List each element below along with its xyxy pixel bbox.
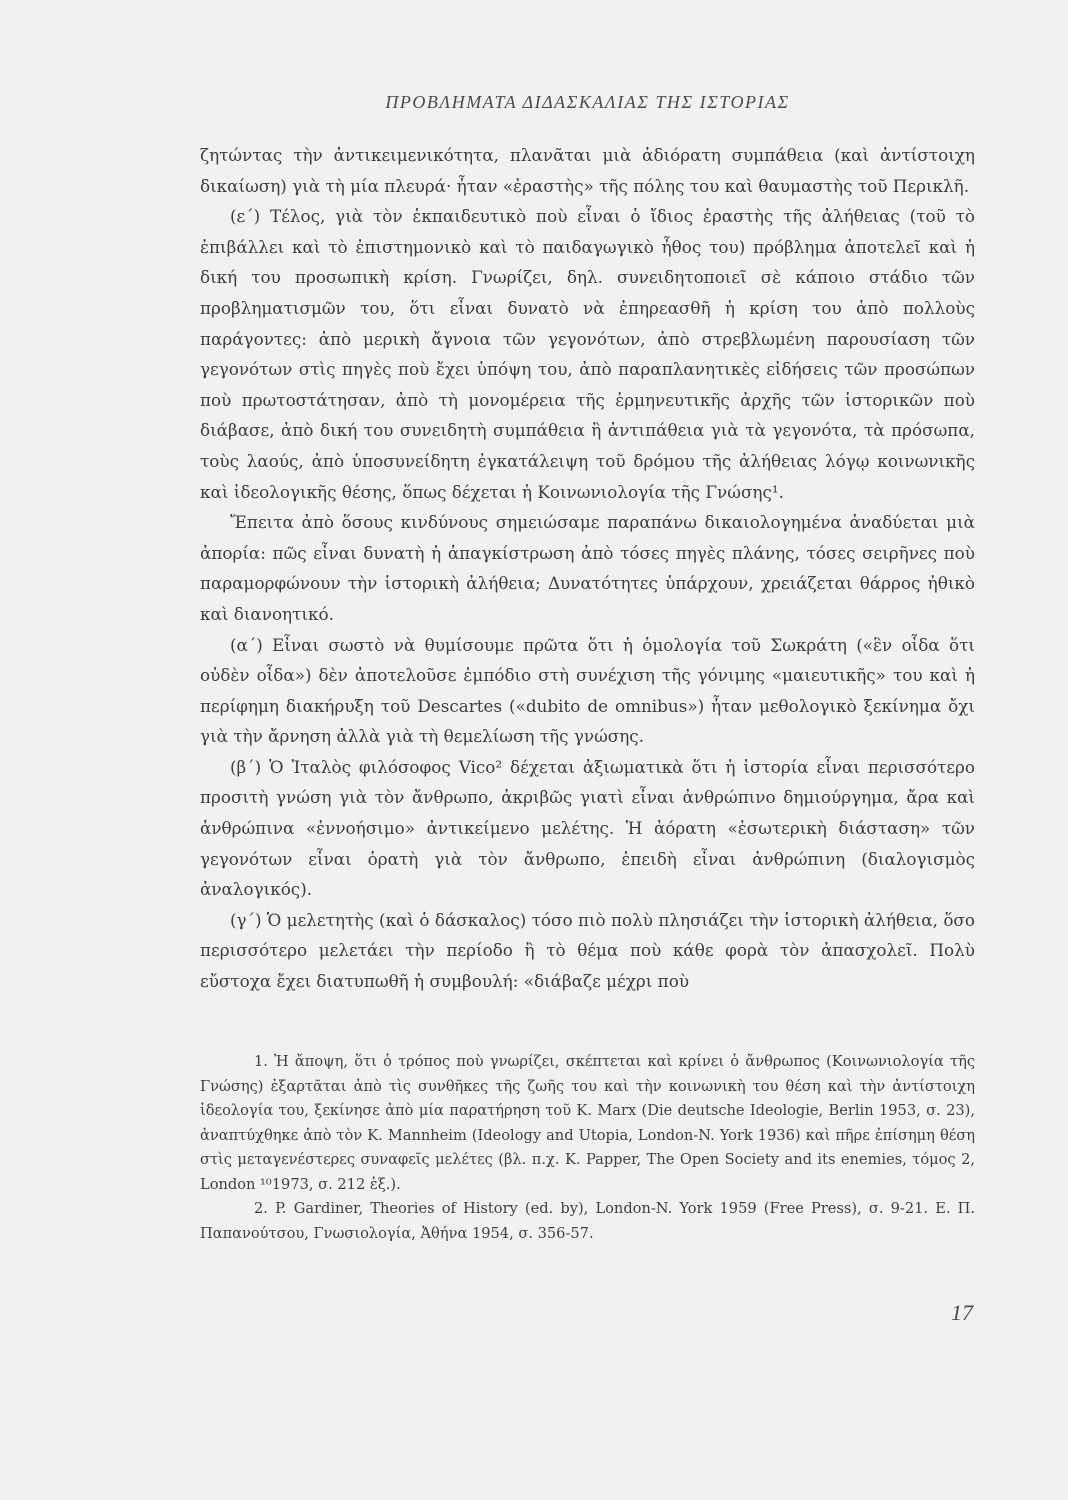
main-text [200, 140, 975, 997]
footnote-2: 2. P. Gardiner, Theories of History (ed. by), London-N. York 1959 (Free Press), σ. 9-21. Ε. Π. Παπανούτσου, Γνωσιολογία, Ἀθήνα 1954, σ. 356-57. [200, 1200, 975, 1242]
footnote-1: 1. Ἡ ἄποψη, ὅτι ὁ τρόπος ποὺ γνωρίζει, σκέπτεται καὶ κρίνει ὁ ἄνθρωπος (Κοινωνιολογία τῆς Γνώσης) ἐξαρτᾶται ἀπὸ τὶς συνθῆκες τῆς ζωῆς του καὶ τὴν κοινωνικὴ του θέση καὶ τὴν ἀντίστοιχη ἰδεολογία του, ξεκίνησε ἀπὸ μία παρατήρηση τοῦ K. Marx (Die deutsche Ideologie, Berlin 1953, σ. 23), ἀναπτύχθηκε ἀπὸ τὸν K. Mannheim (Ideology and Utopia, London-N. York 1936) καὶ πῆρε ἐπίσημη θέση στὶς μεταγενέστερες συναφεῖς μελέτες (βλ. π.χ. K. Papper, The Open Society and its enemies, τόμος 2, London ¹⁰1973, σ. 212 ἑξ.). [200, 1053, 975, 1193]
page-number: 17 [951, 1300, 973, 1325]
paragraph: (β΄) Ὁ Ἰταλὸς φιλόσοφος Vico² δέχεται ἀξιωματικὰ ὅτι ἡ ἱστορία εἶναι περισσότερο προσιτὴ γνώση γιὰ τὸν ἄνθρωπο, ἀκριβῶς γιατὶ εἶναι ἀνθρώπινο δημιούργημα, ἄρα καὶ ἀνθρώπινα «ἐννοήσιμο» ἀντικείμενο μελέτης. Ἡ ἀόρατη «ἐσωτερικὴ διάσταση» τῶν γεγονότων εἶναι ὁρατὴ γιὰ τὸν ἄνθρωπο, ἐπειδὴ εἶναι ἀνθρώπινη (διαλογισμὸς ἀναλογικός). [200, 756, 975, 900]
paragraph: Ἔπειτα ἀπὸ ὅσους κινδύνους σημειώσαμε παραπάνω δικαιολογημένα ἀναδύεται μιὰ ἀπορία: πῶς εἶναι δυνατὴ ἡ ἀπαγκίστρωση ἀπὸ τόσες πηγὲς πλάνης, τόσες σειρῆνες ποὺ παραμορφώνουν τὴν ἱστορικὴ ἀλήθεια; Δυνατότητες ὑπάρχουν, χρειάζεται θάρρος ἠθικὸ καὶ διανοητικό. [200, 512, 975, 624]
paragraph: (ε΄) Τέλος, γιὰ τὸν ἐκπαιδευτικὸ ποὺ εἶναι ὁ ἴδιος ἐραστὴς τῆς ἀλήθειας (τοῦ τὸ ἐπιβάλλει καὶ τὸ ἐπιστημονικὸ καὶ τὸ παιδαγωγικὸ ἦθος του) πρόβλημα ἀποτελεῖ καὶ ἡ δική του προσωπικὴ κρίση. Γνωρίζει, δηλ. συνειδητοποιεῖ σὲ κάποιο στάδιο τῶν προβληματισμῶν του, ὅτι εἶναι δυνατὸ νὰ ἐπηρεασθῆ ἡ κρίση του ἀπὸ πολλοὺς παράγοντες: ἀπὸ μερικὴ ἄγνοια τῶν γεγονότων, ἀπὸ στρεβλωμένη παρουσίαση τῶν γεγονότων στὶς πηγὲς ποὺ ἔχει ὑπόψη του, ἀπὸ παραπλανητικὲς εἰδήσεις τῶν προσώπων ποὺ πρωτοστάτησαν, ἀπὸ τὴ μονομέρεια τῆς ἑρμηνευτικῆς ἀρχῆς τῶν ἱστορικῶν ποὺ διάβασε, ἀπὸ δική του συνειδητὴ συμπάθεια ἢ ἀντιπάθεια γιὰ τὰ γεγονότα, τὰ πρόσωπα, τοὺς λαούς, ἀπὸ ὑποσυνείδητη ἐγκατάλειψη τοῦ δρόμου τῆς ἀλήθειας λόγῳ κοινωνικῆς καὶ ἰδεολογικῆς θέσης, ὅπως δέχεται ἡ Κοινωνιολογία τῆς Γνώσης¹. [200, 206, 975, 502]
paragraph: (α΄) Εἶναι σωστὸ νὰ θυμίσουμε πρῶτα ὅτι ἡ ὁμολογία τοῦ Σωκράτη («ἓν οἶδα ὅτι οὐδὲν οἶδα») δὲν ἀποτελοῦσε ἐμπόδιο στὴ συνέχιση τῆς γόνιμης «μαιευτικῆς» του καὶ ἡ περίφημη διακήρυξη τοῦ Descartes («dubito de omnibus») ἦταν μεθολογικὸ ξεκίνημα ὄχι γιὰ τὴν ἄρνηση ἀλλὰ γιὰ τὴ θεμελίωση τῆς γνώσης. [200, 634, 975, 747]
footnotes [200, 1050, 975, 1246]
paragraph: ζητώντας τὴν ἀντικειμενικότητα, πλανᾶται μιὰ ἀδιόρατη συμπάθεια (καὶ ἀντίστοιχη δικαίωση) γιὰ τὴ μία πλευρά· ἦταν «ἐραστὴς» τῆς πόλης του καὶ θαυμαστὴς τοῦ Περικλῆ. [200, 145, 975, 196]
paragraph: (γ΄) Ὁ μελετητὴς (καὶ ὁ δάσκαλος) τόσο πιὸ πολὺ πλησιάζει τὴν ἱστορικὴ ἀλήθεια, ὅσο περισσότερο μελετάει τὴν περίοδο ἢ τὸ θέμα ποὺ κάθε φορὰ τὸν ἀπασχολεῖ. Πολὺ εὔστοχα ἔχει διατυπωθῆ ἡ συμβουλή: «διάβαζε μέχρι ποὺ [200, 909, 975, 992]
running-title: ΠΡΟΒΛΗΜΑΤΑ ΔΙΔΑΣΚΑΛΙΑΣ ΤΗΣ ΙΣΤΟΡΙΑΣ [385, 92, 790, 112]
